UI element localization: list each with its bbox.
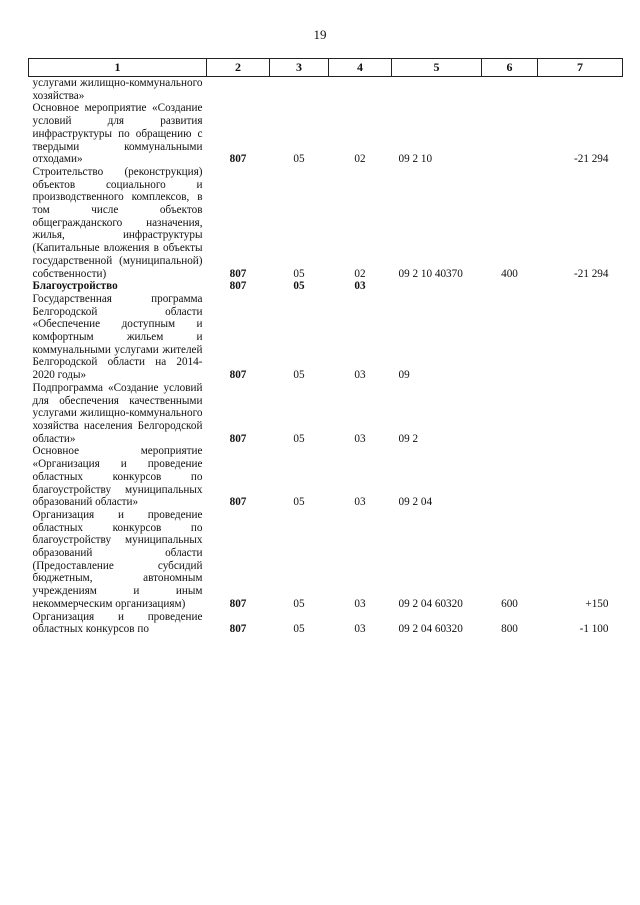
target-article-code [392,77,482,103]
section-code: 05 [293,597,305,610]
column-header: 3 [270,59,329,77]
column-header: 2 [207,59,270,77]
table-row [29,509,623,611]
subsection-code: 02 [354,153,366,166]
target-article-code: 09 2 [398,432,419,445]
target-article-code: 09 2 04 60320 [398,597,463,610]
expense-type-code: 800 [501,623,518,636]
amount: +150 [585,597,609,610]
expense-type-code [482,293,538,382]
row-name: Основное мероприятие «Организация и проведение областных конкурсов по благоустройству муниципальных образований области» [32,445,203,509]
column-header: 5 [392,59,482,77]
target-article-code: 09 2 04 60320 [398,623,463,636]
expense-type-code [482,280,538,293]
section-code: 05 [293,432,305,445]
table-row [29,280,623,293]
expense-type-code: 400 [501,267,518,280]
ministry-code: 807 [229,153,247,166]
table-row [29,166,623,280]
table-row [29,382,623,446]
row-name: Строительство (реконструкция) объектов социального и производственного комплексов, в том числе объектов общегражданского назначения, жилья, инфраструктуры (Капитальные вложения в объекты государственной (муниципальной) собственности) [32,165,203,280]
subsection-code [329,77,392,103]
amount: -21 294 [574,153,609,166]
subsection-code: 03 [354,623,366,636]
subsection-code: 03 [354,496,366,509]
section-code: 05 [293,623,305,636]
amount [538,293,623,382]
expense-type-code [482,445,538,509]
target-article-code: 09 [398,369,410,382]
row-name: Организация и проведение областных конкурсов по благоустройству муниципальных образований области (Предоставление субсидий бюджетным, автономным учреждениям и иным некоммерческим организациям) [32,508,203,610]
ministry-code: 807 [229,432,247,445]
budget-table [28,58,623,636]
row-name: Подпрограмма «Создание условий для обеспечения качественными услугами жилищно-коммунального хозяйства населения Белгородской области» [32,381,203,445]
column-header: 4 [329,59,392,77]
column-header: 1 [29,59,207,77]
section-code: 05 [293,267,305,280]
target-article-code [392,280,482,293]
section-code: 05 [293,153,305,166]
subsection-code: 03 [354,432,366,445]
section-code: 05 [293,280,305,293]
expense-type-code [482,382,538,446]
section-code: 05 [293,496,305,509]
row-name: Основное мероприятие «Создание условий для развития инфраструктуры по обращению с твердыми коммунальными отходами» [32,102,203,166]
page-number: 19 [313,27,327,42]
ministry-code [207,77,270,103]
row-name: Государственная программа Белгородской области «Обеспечение доступным и комфортным жильем и коммунальными услугами жителей Белгородской области на 2014-2020 годы» [32,292,203,382]
row-name: Организация и проведение областных конкурсов по [32,610,203,636]
row-name: услугами жилищно-коммунального хозяйства» [32,77,203,102]
column-header: 6 [482,59,538,77]
row-name: Благоустройство [32,280,118,293]
amount: -21 294 [574,267,609,280]
expense-type-code [482,102,538,166]
target-article-code: 09 2 04 [398,496,433,509]
ministry-code: 807 [229,597,247,610]
amount: -1 100 [579,623,609,636]
subsection-code: 03 [354,597,366,610]
expense-type-code [482,77,538,103]
subsection-code: 03 [354,369,366,382]
table-row [29,445,623,509]
amount [538,445,623,509]
subsection-code: 03 [354,280,366,293]
section-code: 05 [293,369,305,382]
ministry-code: 807 [229,369,247,382]
amount [538,280,623,293]
amount [538,77,623,103]
ministry-code: 807 [229,267,247,280]
target-article-code: 09 2 10 [398,153,433,166]
subsection-code: 02 [354,267,366,280]
table-row [29,77,623,103]
ministry-code: 807 [229,623,247,636]
column-header: 7 [538,59,623,77]
target-article-code: 09 2 10 40370 [398,267,463,280]
table-row [29,611,623,636]
ministry-code: 807 [229,280,247,293]
table-row [29,293,623,382]
section-code [270,77,329,103]
table-header [29,59,623,77]
table-body [29,77,623,636]
table-row [29,102,623,166]
amount [538,382,623,446]
ministry-code: 807 [229,496,247,509]
expense-type-code: 600 [501,597,518,610]
